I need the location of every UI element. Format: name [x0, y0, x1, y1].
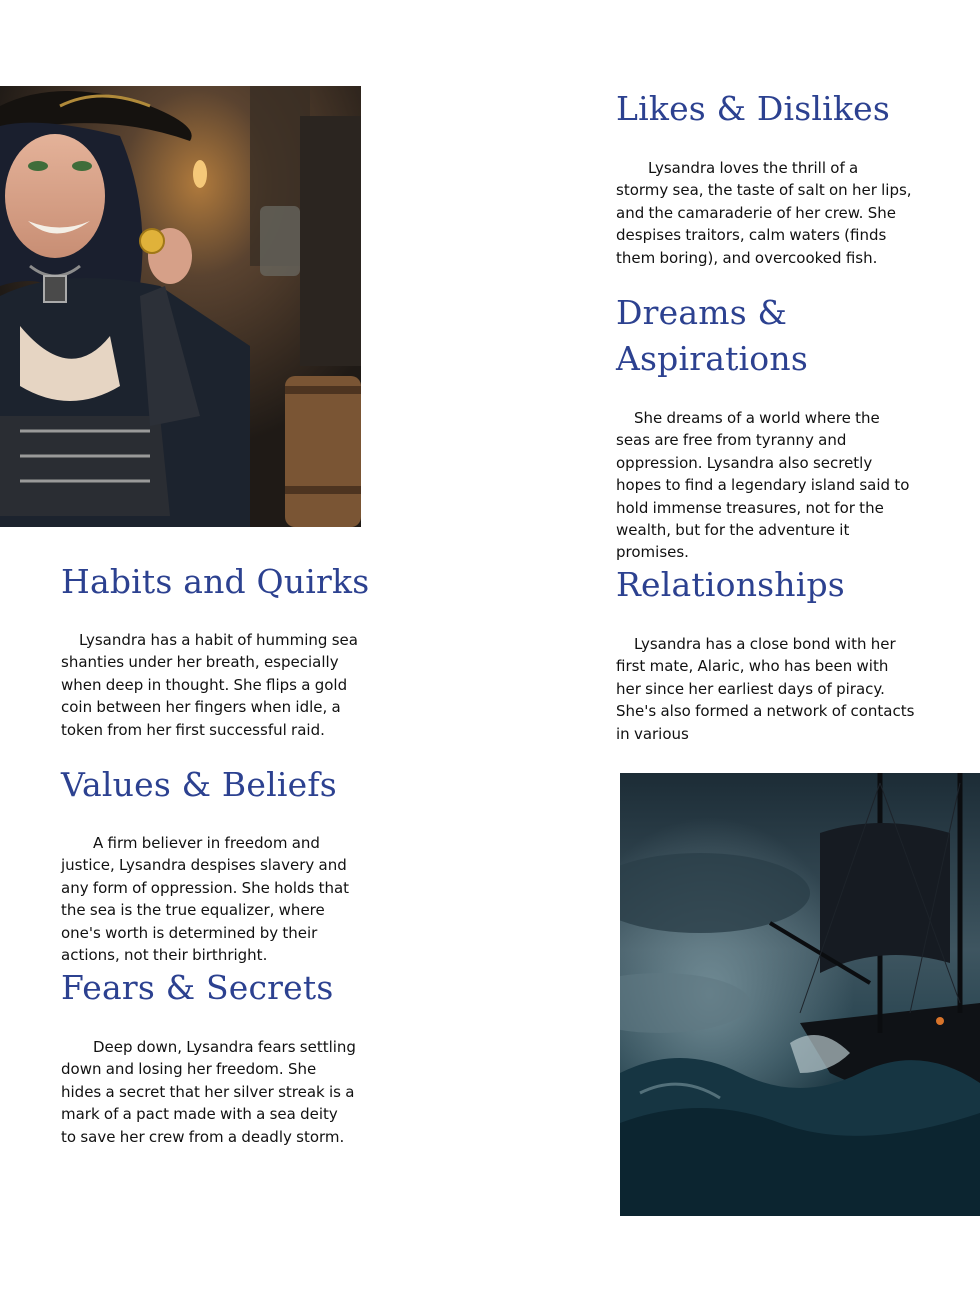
values-text: A firm believer in freedom and justice, Lysandra despises slavery and any form of oppression. She holds that the sea is the true equalizer, where one's worth is determined by their actions, not their birthright. — [61, 834, 350, 965]
dreams-text: She dreams of a world where the seas are free from tyranny and oppression. Lysandra also secretly hopes to find a legendary island said to hold immense treasures, not for the wealth, but for the adventure it promises. — [616, 409, 910, 562]
habits-text: Lysandra has a habit of humming sea shanties under her breath, especially when deep in thought. She flips a gold coin between her fingers when idle, a token from her first successful raid. — [61, 631, 358, 739]
dreams-heading-line1: Dreams & — [616, 293, 788, 332]
pirate-portrait-image — [0, 86, 361, 527]
fears-heading: Fears & Secrets — [61, 968, 334, 1007]
relationships-heading: Relationships — [616, 565, 845, 604]
likes-heading: Likes & Dislikes — [616, 89, 890, 128]
ship-storm-image — [620, 773, 980, 1216]
relationships-text: Lysandra has a close bond with her first mate, Alaric, who has been with her since her earliest days of piracy. She's also formed a network of contacts in various — [616, 635, 915, 743]
fears-text: Deep down, Lysandra fears settling down and losing her freedom. She hides a secret that her silver streak is a mark of a pact made with a sea deity to save her crew from a deadly storm. — [61, 1038, 356, 1146]
values-heading: Values & Beliefs — [61, 765, 337, 804]
likes-text: Lysandra loves the thrill of a stormy sea, the taste of salt on her lips, and the camaraderie of her crew. She despises traitors, calm waters (finds them boring), and overcooked fish. — [616, 159, 912, 267]
habits-heading: Habits and Quirks — [61, 562, 370, 601]
dreams-heading-line2: Aspirations — [616, 339, 808, 378]
